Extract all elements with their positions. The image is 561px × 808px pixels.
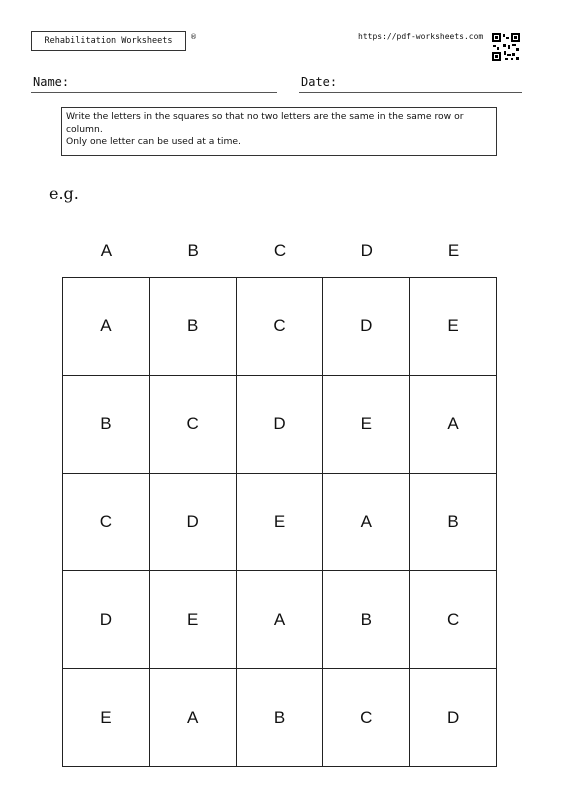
grid-cell[interactable]: B [150,278,237,376]
column-header-row [63,241,497,267]
date-field[interactable] [299,92,522,93]
instruction-line-1: Write the letters in the squares so that no two letters are the same in the same row or column. [66,111,464,135]
grid-cell[interactable]: D [150,474,237,572]
grid-cell[interactable]: B [323,571,410,669]
grid-cell[interactable]: A [237,571,324,669]
grid-cell[interactable]: E [323,376,410,474]
column-header: A [100,241,113,260]
brand-label [31,31,186,51]
grid-cell[interactable]: B [237,669,324,767]
grid-cell[interactable]: D [410,669,497,767]
brand-text: Rehabilitation Worksheets [44,36,173,46]
grid-cell[interactable]: B [63,376,150,474]
grid-cell[interactable]: C [323,669,410,767]
grid-cell[interactable]: B [410,474,497,572]
grid-cell[interactable]: C [150,376,237,474]
example-label: e.g. [49,184,79,203]
name-field[interactable] [31,92,277,93]
grid-cell[interactable]: A [63,278,150,376]
grid-cell[interactable]: D [63,571,150,669]
grid-cell[interactable]: C [237,278,324,376]
instructions-box [61,107,497,156]
column-header: E [447,241,460,260]
date-label: Date: [301,75,338,89]
grid-cell[interactable]: A [150,669,237,767]
grid-cell[interactable]: E [237,474,324,572]
grid-cell[interactable]: C [410,571,497,669]
instruction-line-2: Only one letter can be used at a time. [66,136,241,147]
letter-grid [62,277,497,767]
grid-cell[interactable]: A [323,474,410,572]
column-header: D [360,241,373,260]
grid-cell[interactable]: D [237,376,324,474]
grid-cell[interactable]: D [323,278,410,376]
site-url-link[interactable]: https://pdf-worksheets.com [358,32,484,41]
grid-cell[interactable]: E [410,278,497,376]
column-header: B [187,241,199,260]
grid-cell[interactable]: E [63,669,150,767]
grid-cell[interactable]: E [150,571,237,669]
grid-cell[interactable]: A [410,376,497,474]
qr-code-icon [492,33,520,61]
registered-mark: ® [190,33,197,41]
grid-cell[interactable]: C [63,474,150,572]
name-label: Name: [33,75,70,89]
column-header: C [273,241,287,260]
